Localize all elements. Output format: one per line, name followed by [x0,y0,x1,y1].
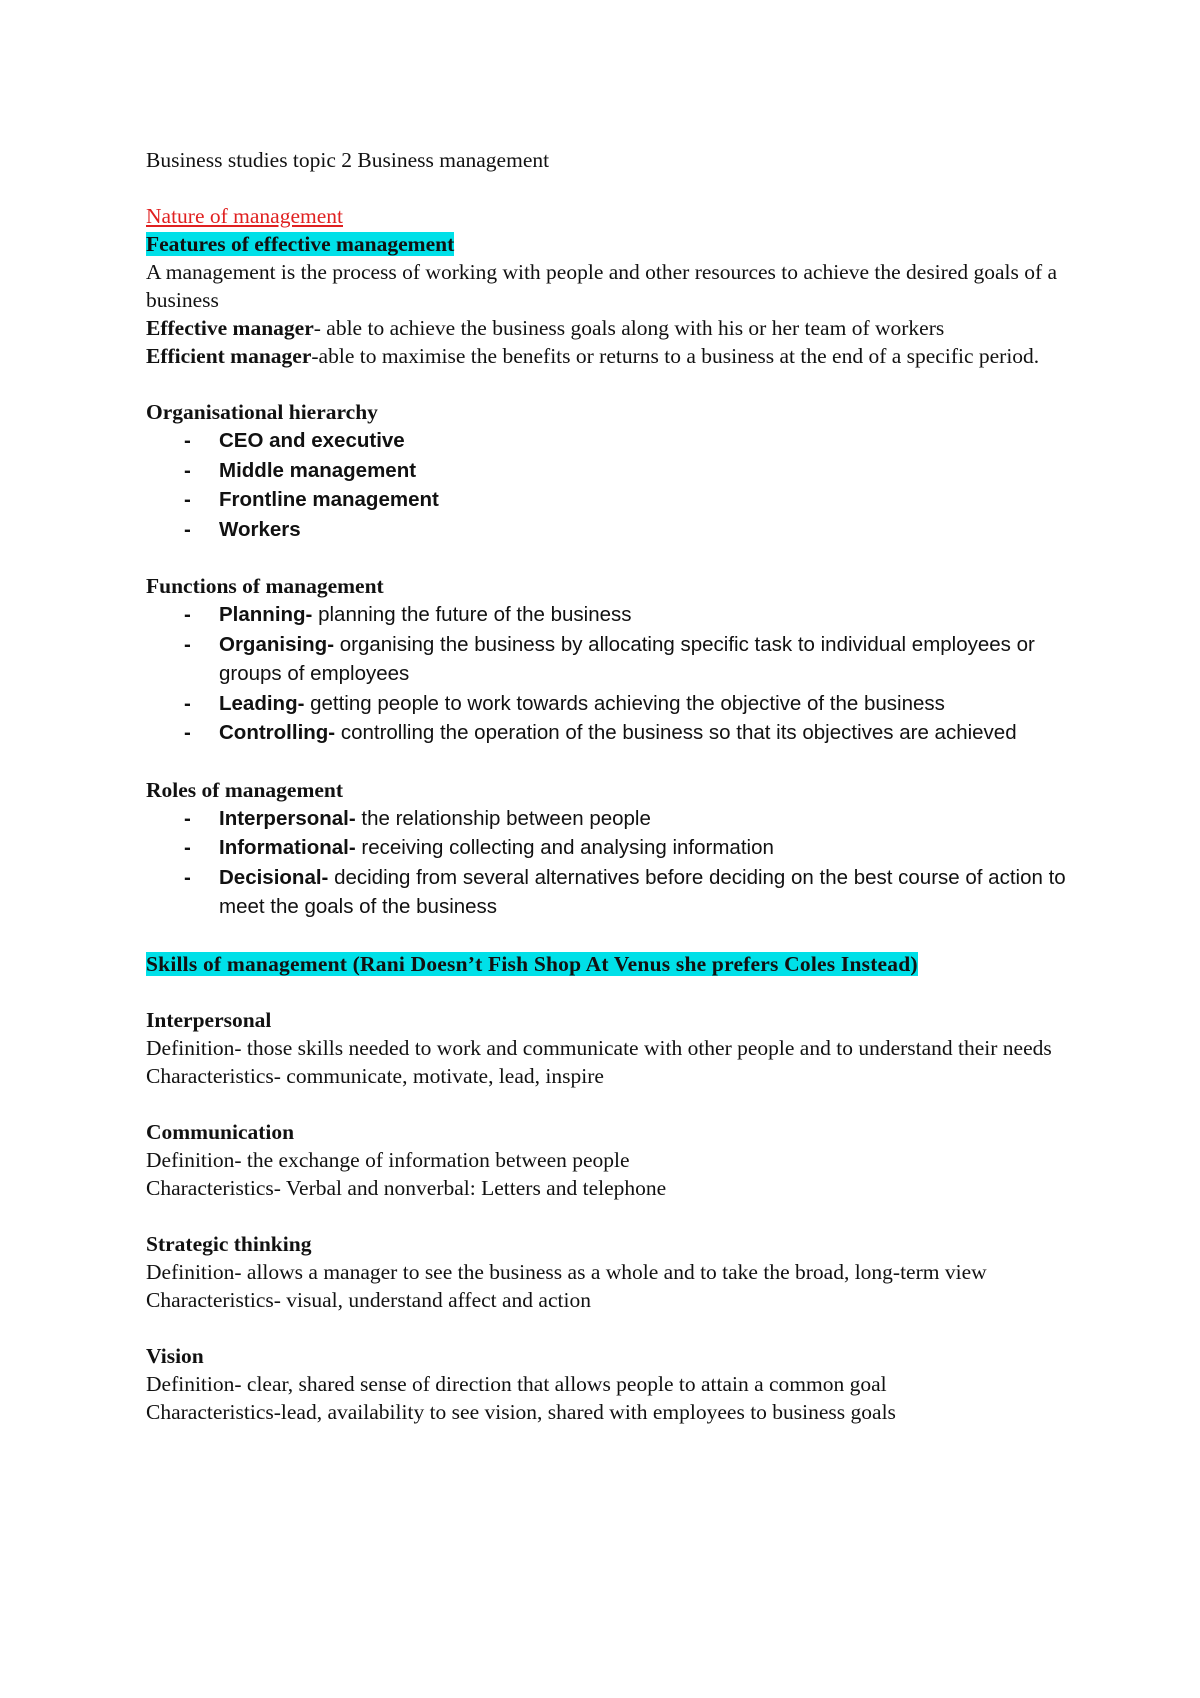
function-term: Controlling- [219,721,336,744]
skill-definition: Definition- allows a manager to see the business as a whole and to take the broad, long-term view [146,1259,987,1284]
skill-characteristics: Characteristics- communicate, motivate, lead, inspire [146,1063,604,1088]
skill-characteristics: Characteristics- Verbal and nonverbal: Letters and telephone [146,1175,667,1200]
document-title: Business studies topic 2 Business management [146,148,550,172]
list-item [146,804,1076,834]
spacer [146,1314,1076,1342]
hierarchy-heading: Organisational hierarchy [146,400,378,424]
dash-bullet: - [184,691,191,715]
skill-block-vision [146,1342,1076,1426]
role-term: Informational- [219,836,356,859]
list-item [146,718,1076,748]
role-text: deciding from several alternatives before deciding on the best course of action to meet the goals of the business [219,865,1066,918]
skill-block-communication [146,1118,1076,1202]
list-item [146,456,1076,486]
role-term: Interpersonal- [219,806,356,830]
effective-term: Effective manager [146,316,314,340]
spacer [146,370,1076,398]
skill-name: Interpersonal [146,1007,272,1032]
spacer [146,978,1076,1006]
list-item [146,515,1076,545]
features-heading: Features of effective management [146,232,455,256]
dash-bullet: - [184,632,191,656]
role-text: receiving collecting and analysing information [355,836,774,859]
dash-bullet: - [184,488,191,511]
skill-name: Communication [146,1119,295,1144]
hierarchy-item-frontline: Frontline management [219,488,439,511]
efficient-manager [146,342,1076,370]
spacer [146,748,1076,776]
dash-bullet: - [184,603,191,626]
functions-list [146,600,1076,748]
role-term: Decisional- [219,865,329,889]
skill-block-strategic-thinking [146,1230,1076,1314]
roles-list [146,804,1076,922]
function-text: organising the business by allocating specific task to individual employees or groups of employees [219,632,1035,685]
dash-bullet: - [184,517,191,541]
skill-characteristics: Characteristics-lead, availability to see vision, shared with employees to business goals [146,1399,896,1424]
functions-heading: Functions of management [146,574,384,598]
list-item [146,600,1076,630]
nature-heading: Nature of management [146,204,343,228]
hierarchy-item-ceo: CEO and executive [219,429,405,452]
effective-manager [146,314,1076,342]
hierarchy-item-middle: Middle management [219,458,417,482]
efficient-term: Efficient manager [146,344,312,368]
list-item [146,485,1076,515]
spacer [146,544,1076,572]
efficient-text: -able to maximise the benefits or returns to a business at the end of a specific period. [311,344,1040,368]
list-item [146,863,1076,922]
dash-bullet: - [184,458,191,482]
list-item [146,689,1076,719]
function-term: Leading- [219,691,305,715]
hierarchy-list [146,426,1076,544]
function-text: planning the future of the business [312,603,632,626]
role-text: the relationship between people [355,806,651,830]
spacer [146,922,1076,950]
document-page [146,146,1076,1426]
skill-name: Vision [146,1343,204,1368]
list-item [146,833,1076,863]
effective-text: - able to achieve the business goals along with his or her team of workers [313,316,945,340]
skill-definition: Definition- those skills needed to work and communicate with other people and to understand their needs [146,1035,1052,1060]
spacer [146,174,1076,202]
list-item [146,426,1076,456]
skills-heading: Skills of management (Rani Doesn’t Fish Shop At Venus she prefers Coles Instead) [146,951,918,976]
hierarchy-item-workers: Workers [219,517,301,541]
dash-bullet: - [184,429,191,452]
skill-definition: Definition- the exchange of information between people [146,1147,630,1172]
management-definition: A management is the process of working with people and other resources to achieve the desired goals of a business [146,260,1058,312]
dash-bullet: - [184,865,191,889]
function-term: Planning- [219,603,313,626]
skill-definition: Definition- clear, shared sense of direction that allows people to attain a common goal [146,1371,887,1396]
dash-bullet: - [184,806,191,830]
list-item [146,630,1076,689]
skill-characteristics: Characteristics- visual, understand affect and action [146,1287,591,1312]
skill-block-interpersonal [146,1006,1076,1090]
spacer [146,1202,1076,1230]
roles-heading: Roles of management [146,777,344,802]
dash-bullet: - [184,836,191,859]
function-text: controlling the operation of the business so that its objectives are achieved [335,721,1017,744]
dash-bullet: - [184,721,191,744]
spacer [146,1090,1076,1118]
function-term: Organising- [219,632,335,656]
function-text: getting people to work towards achieving the objective of the business [304,691,945,715]
skill-name: Strategic thinking [146,1231,312,1256]
